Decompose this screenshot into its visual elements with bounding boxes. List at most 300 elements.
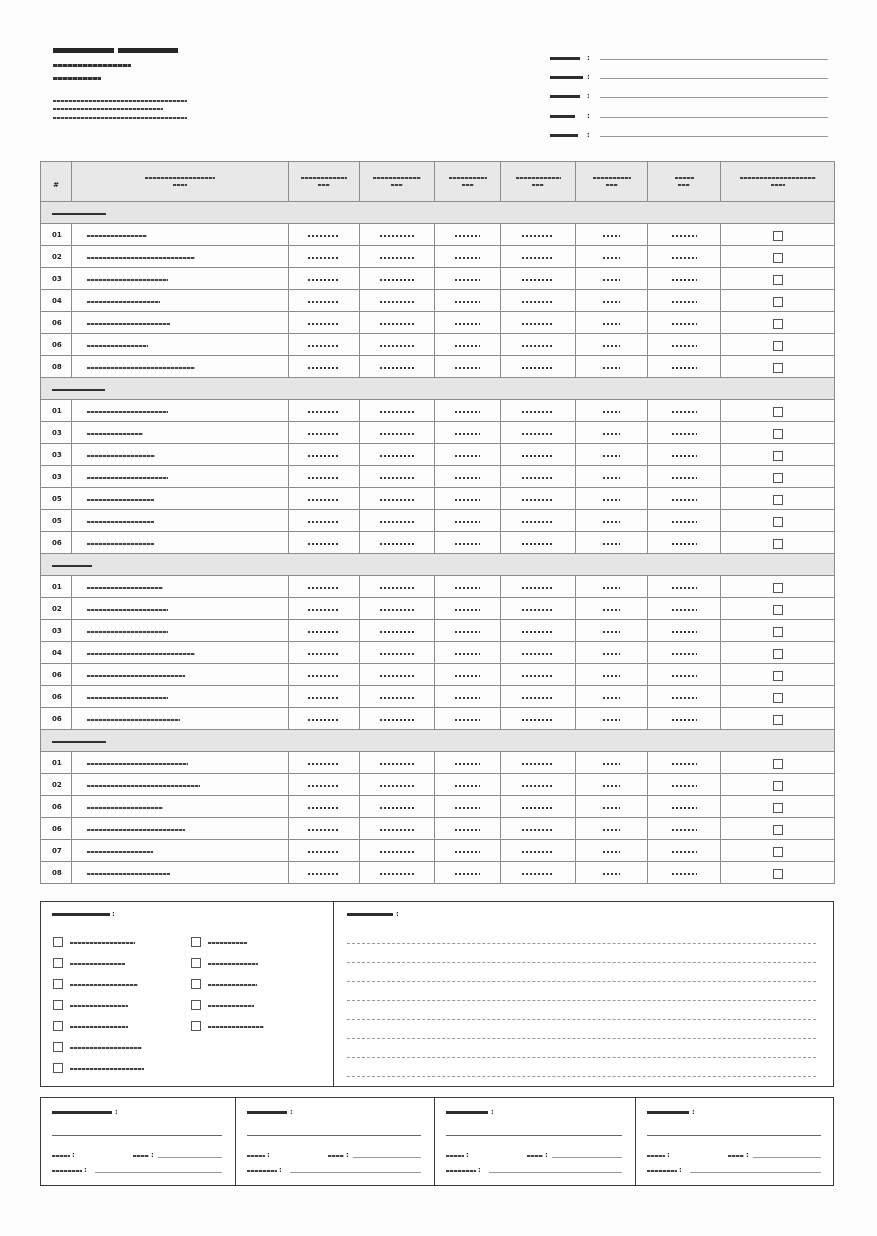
data-cell [501,774,576,796]
illegible-cell-text [522,763,554,765]
description-cell [72,268,289,290]
data-cell [360,290,435,312]
illegible-cell-text [455,433,480,435]
notes-line[interactable] [347,1019,816,1020]
table-row [41,290,835,312]
table-row [41,752,835,774]
row-number: 08 [41,356,72,378]
table-row [41,488,835,510]
illegible-cell-text [308,455,340,457]
checkbox-cell [721,664,835,686]
illegible-cell-text [380,345,414,347]
blank-field-line[interactable] [753,1157,821,1158]
illegible-cell-text [380,257,414,259]
description-cell [72,642,289,664]
illegible-cell-text [672,279,697,281]
row-checkbox[interactable] [773,869,783,879]
illegible-header-text [675,177,694,179]
description-cell [72,818,289,840]
data-cell [360,708,435,730]
blank-field-line[interactable] [600,59,828,60]
illegible-cell-text [603,675,620,677]
illegible-description-text [87,697,168,699]
data-cell [648,400,721,422]
illegible-cell-text [308,477,340,479]
illegible-field-label [247,1170,277,1172]
illegible-cell-text [522,829,554,831]
blank-field-line[interactable] [552,1157,622,1158]
row-checkbox[interactable] [773,495,783,505]
illegible-cell-text [308,257,340,259]
data-cell [648,422,721,444]
description-cell [72,224,289,246]
illegible-header-text [145,177,215,179]
illegible-header-text [678,184,690,186]
illegible-cell-text [308,279,340,281]
illegible-cell-text [603,587,620,589]
row-checkbox[interactable] [773,319,783,329]
illegible-signature-heading [52,1111,112,1114]
illegible-cell-text [603,763,620,765]
data-cell [435,334,501,356]
illegible-cell-text [603,257,620,259]
illegible-header-text [301,177,347,179]
illegible-field-label [328,1155,344,1157]
checklist-checkbox[interactable] [191,958,201,968]
illegible-description-text [87,675,185,677]
data-cell [360,400,435,422]
illegible-description-text [87,719,180,721]
illegible-description-text [87,785,200,787]
row-number: 04 [41,642,72,664]
data-cell [501,510,576,532]
data-cell [289,686,360,708]
checkbox-cell [721,862,835,884]
checklist-checkbox[interactable] [53,1021,63,1031]
illegible-description-text [87,807,163,809]
checklist-checkbox[interactable] [191,1000,201,1010]
row-checkbox[interactable] [773,693,783,703]
row-checkbox[interactable] [773,627,783,637]
illegible-description-text [87,411,168,413]
data-cell [501,840,576,862]
illegible-cell-text [522,411,554,413]
checkbox-cell [721,290,835,312]
row-checkbox[interactable] [773,451,783,461]
illegible-cell-text [672,587,697,589]
illegible-cell-text [455,829,480,831]
row-number: 01 [41,224,72,246]
data-cell [576,312,648,334]
illegible-signature-heading [647,1111,689,1114]
checkbox-cell [721,620,835,642]
illegible-cell-text [380,477,414,479]
field-separator: : [346,1151,349,1159]
illegible-checklist-item [70,1005,128,1007]
row-checkbox[interactable] [773,649,783,659]
checkbox-cell [721,400,835,422]
illegible-cell-text [380,719,414,721]
row-number: 04 [41,290,72,312]
illegible-checklist-heading [52,913,110,916]
row-checkbox[interactable] [773,539,783,549]
row-number: 03 [41,444,72,466]
signature-line[interactable] [247,1135,421,1136]
data-cell [289,444,360,466]
illegible-field-label [550,95,580,98]
description-cell [72,466,289,488]
data-cell [576,532,648,554]
blank-field-line[interactable] [600,97,828,98]
checkbox-cell [721,312,835,334]
checklist-checkbox[interactable] [53,937,63,947]
illegible-cell-text [672,499,697,501]
illegible-cell-text [455,807,480,809]
description-cell [72,246,289,268]
checkbox-cell [721,466,835,488]
row-number: 06 [41,818,72,840]
row-checkbox[interactable] [773,341,783,351]
column-header [648,162,721,202]
illegible-description-text [87,873,170,875]
row-checkbox[interactable] [773,825,783,835]
notes-line[interactable] [347,981,816,982]
field-separator: : [84,1166,87,1174]
data-cell [501,708,576,730]
data-cell [576,686,648,708]
row-checkbox[interactable] [773,231,783,241]
illegible-cell-text [308,785,340,787]
column-header [576,162,648,202]
row-checkbox[interactable] [773,781,783,791]
illegible-cell-text [308,521,340,523]
table-row [41,620,835,642]
illegible-field-label [247,1155,265,1157]
field-separator: : [587,131,590,139]
checklist-checkbox[interactable] [191,979,201,989]
column-header [501,162,576,202]
illegible-header-text [449,177,487,179]
illegible-cell-text [308,851,340,853]
row-checkbox[interactable] [773,429,783,439]
checkbox-cell [721,444,835,466]
data-cell [648,752,721,774]
data-cell [360,510,435,532]
illegible-field-label [52,1155,70,1157]
illegible-description-text [87,345,148,347]
illegible-field-label [446,1170,476,1172]
illegible-cell-text [522,257,554,259]
data-cell [435,840,501,862]
checkbox-cell [721,246,835,268]
row-number: 05 [41,510,72,532]
data-cell [289,532,360,554]
illegible-header-text [373,177,421,179]
data-cell [360,598,435,620]
checklist-checkbox[interactable] [53,1000,63,1010]
checklist-checkbox[interactable] [53,979,63,989]
checkbox-cell [721,752,835,774]
data-cell [435,444,501,466]
row-checkbox[interactable] [773,803,783,813]
data-cell [289,510,360,532]
signature-line[interactable] [446,1135,622,1136]
illegible-cell-text [672,675,697,677]
checklist-checkbox[interactable] [191,937,201,947]
illegible-cell-text [603,631,620,633]
illegible-cell-text [603,851,620,853]
notes-line[interactable] [347,943,816,944]
illegible-header-text [532,184,544,186]
row-checkbox[interactable] [773,473,783,483]
table-row [41,400,835,422]
data-cell [576,664,648,686]
description-cell [72,620,289,642]
column-header [289,162,360,202]
illegible-cell-text [603,499,620,501]
data-cell [360,796,435,818]
row-number: 03 [41,620,72,642]
description-cell [72,312,289,334]
data-cell [576,576,648,598]
checklist-checkbox[interactable] [191,1021,201,1031]
illegible-cell-text [522,851,554,853]
notes-line[interactable] [347,1000,816,1001]
illegible-signature-heading [446,1111,488,1114]
illegible-checklist-item [70,942,135,944]
illegible-subtitle-text [53,64,131,67]
illegible-header-text [391,184,403,186]
notes-heading-separator: : [396,910,399,918]
blank-field-line[interactable] [600,78,828,79]
data-cell [648,774,721,796]
illegible-cell-text [603,543,620,545]
section-header [41,554,835,576]
notes-line[interactable] [347,1057,816,1058]
illegible-address-text [53,100,187,102]
data-cell [501,444,576,466]
row-checkbox[interactable] [773,759,783,769]
notes-line[interactable] [347,1076,816,1077]
illegible-cell-text [380,235,414,237]
illegible-cell-text [455,323,480,325]
data-cell [289,664,360,686]
illegible-description-text [87,587,163,589]
checklist-checkbox[interactable] [53,1042,63,1052]
illegible-checklist-item [70,1068,144,1070]
illegible-cell-text [672,653,697,655]
illegible-cell-text [672,345,697,347]
data-cell [289,818,360,840]
signature-line[interactable] [647,1135,821,1136]
row-checkbox[interactable] [773,671,783,681]
data-cell [289,488,360,510]
illegible-cell-text [455,587,480,589]
data-cell [648,488,721,510]
row-checkbox[interactable] [773,605,783,615]
notes-line[interactable] [347,1038,816,1039]
checklist-notes-box [40,901,834,1087]
row-checkbox[interactable] [773,847,783,857]
data-cell [360,774,435,796]
data-cell [576,488,648,510]
data-cell [576,818,648,840]
data-cell [435,532,501,554]
illegible-field-label [446,1155,464,1157]
illegible-cell-text [380,433,414,435]
illegible-cell-text [522,499,554,501]
illegible-cell-text [672,609,697,611]
row-checkbox[interactable] [773,275,783,285]
illegible-cell-text [455,873,480,875]
data-cell [289,422,360,444]
table-row [41,268,835,290]
table-row [41,576,835,598]
row-checkbox[interactable] [773,583,783,593]
signature-line[interactable] [52,1135,222,1136]
data-cell [576,246,648,268]
illegible-cell-text [308,499,340,501]
data-cell [501,466,576,488]
blank-field-line[interactable] [489,1172,622,1173]
illegible-address-text [53,117,187,119]
blank-field-line[interactable] [600,136,828,137]
illegible-header-text [593,177,631,179]
checkbox-cell [721,576,835,598]
illegible-cell-text [522,279,554,281]
illegible-cell-text [455,411,480,413]
row-checkbox[interactable] [773,715,783,725]
illegible-cell-text [308,829,340,831]
illegible-cell-text [603,807,620,809]
table-row [41,356,835,378]
data-cell [501,400,576,422]
illegible-header-text [173,184,187,186]
field-separator: : [587,54,590,62]
data-cell [648,356,721,378]
row-checkbox[interactable] [773,407,783,417]
data-cell [501,422,576,444]
data-cell [435,752,501,774]
blank-field-line[interactable] [690,1172,821,1173]
data-cell [576,466,648,488]
data-cell [289,840,360,862]
illegible-cell-text [380,587,414,589]
row-checkbox[interactable] [773,253,783,263]
data-cell [289,642,360,664]
notes-line[interactable] [347,962,816,963]
description-cell [72,488,289,510]
illegible-field-label [550,57,580,60]
section-header [41,202,835,224]
illegible-cell-text [603,829,620,831]
illegible-cell-text [603,323,620,325]
illegible-header-text [318,184,330,186]
row-checkbox[interactable] [773,297,783,307]
data-cell [435,290,501,312]
description-cell [72,576,289,598]
data-cell [648,246,721,268]
data-cell [648,840,721,862]
blank-field-line[interactable] [95,1172,222,1173]
checkbox-cell [721,356,835,378]
illegible-cell-text [603,719,620,721]
illegible-cell-text [672,851,697,853]
illegible-header-text [516,177,561,179]
illegible-description-text [87,829,185,831]
data-cell [576,224,648,246]
illegible-cell-text [672,719,697,721]
data-cell [360,818,435,840]
description-cell [72,422,289,444]
illegible-cell-text [455,257,480,259]
data-cell [501,312,576,334]
illegible-description-text [87,851,153,853]
row-number: 06 [41,796,72,818]
table-row [41,444,835,466]
row-number: 06 [41,686,72,708]
checklist-checkbox[interactable] [53,958,63,968]
data-cell [360,466,435,488]
illegible-cell-text [603,609,620,611]
row-number: 06 [41,664,72,686]
signature-divider [235,1097,236,1186]
checklist-checkbox[interactable] [53,1063,63,1073]
data-cell [576,598,648,620]
row-number: 05 [41,488,72,510]
table-row [41,224,835,246]
illegible-checklist-item [70,963,125,965]
illegible-cell-text [380,543,414,545]
illegible-cell-text [672,477,697,479]
illegible-cell-text [455,543,480,545]
data-cell [435,510,501,532]
illegible-cell-text [603,235,620,237]
data-cell [289,708,360,730]
illegible-cell-text [522,345,554,347]
checkbox-cell [721,224,835,246]
illegible-cell-text [672,807,697,809]
illegible-cell-text [380,807,414,809]
column-header [72,162,289,202]
blank-field-line[interactable] [353,1157,421,1158]
data-cell [501,642,576,664]
field-separator: : [692,1108,695,1116]
illegible-cell-text [672,521,697,523]
illegible-description-text [87,653,195,655]
blank-field-line[interactable] [290,1172,421,1173]
row-number: 01 [41,576,72,598]
row-checkbox[interactable] [773,517,783,527]
illegible-cell-text [380,367,414,369]
data-cell [576,290,648,312]
illegible-cell-text [308,763,340,765]
row-checkbox[interactable] [773,363,783,373]
illegible-cell-text [455,235,480,237]
description-cell [72,400,289,422]
blank-field-line[interactable] [600,117,828,118]
illegible-checklist-item [208,1005,254,1007]
blank-field-line[interactable] [158,1157,222,1158]
checkbox-cell [721,642,835,664]
row-number: 02 [41,246,72,268]
data-cell [435,312,501,334]
data-cell [360,620,435,642]
data-cell [576,774,648,796]
illegible-cell-text [672,631,697,633]
table-row [41,532,835,554]
illegible-cell-text [380,873,414,875]
